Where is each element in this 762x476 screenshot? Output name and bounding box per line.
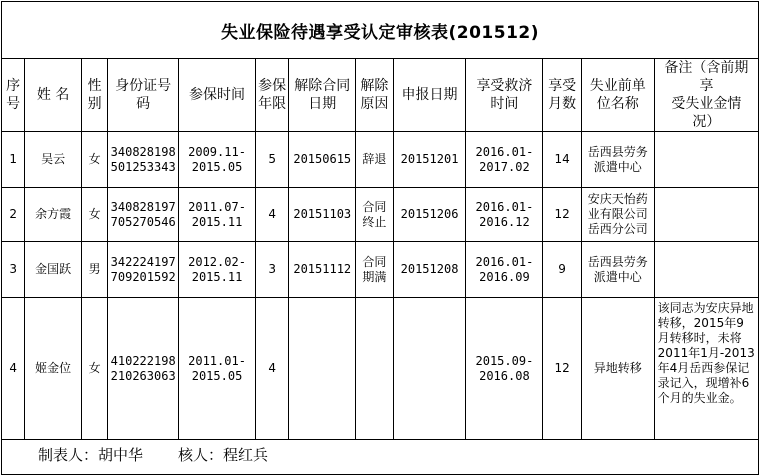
checked-by: 核人：程红兵 [178,446,269,464]
cell-benefit-period: 2016.01- 2016.12 [466,188,543,242]
cell-gender: 女 [81,132,107,188]
cell-remarks [654,132,758,188]
cell-seq: 3 [2,242,25,298]
cell-id: 342224197 709201592 [108,242,179,298]
table-row [2,188,759,242]
cell-prev-employer: 岳西县劳务 派遣中心 [581,132,654,188]
header-name: 姓 名 [25,59,82,132]
cell-prev-employer: 岳西县劳务 派遣中心 [581,242,654,298]
cell-name: 余方霞 [25,188,82,242]
header-contract-end: 解除合同 日期 [289,59,356,132]
prepared-by: 制表人：胡中华 [38,446,144,464]
cell-contract-end: 20150615 [289,132,356,188]
header-apply-date: 申报日期 [393,59,466,132]
cell-prev-employer: 异地转移 [581,298,654,440]
cell-benefit-period: 2016.01- 2016.09 [466,242,543,298]
header-id: 身份证号 码 [108,59,179,132]
cell-insured-period: 2011.01- 2015.05 [179,298,256,440]
cell-contract-end: 20151112 [289,242,356,298]
cell-name: 姬金位 [25,298,82,440]
cell-benefit-period: 2016.01- 2017.02 [466,132,543,188]
cell-prev-employer: 安庆天怡药 业有限公司 岳西分公司 [581,188,654,242]
cell-months: 9 [543,242,581,298]
table-row [2,298,759,440]
cell-id: 410222198 210263063 [108,298,179,440]
cell-id: 340828197 705270546 [108,188,179,242]
cell-benefit-period: 2015.09- 2016.08 [466,298,543,440]
cell-months: 14 [543,132,581,188]
cell-insured-period: 2011.07- 2015.11 [179,188,256,242]
header-insured-years: 参保 年限 [255,59,288,132]
cell-apply-date [393,298,466,440]
cell-gender: 男 [81,242,107,298]
header-reason: 解除 原因 [356,59,393,132]
signature-footer [1,435,759,475]
cell-insured-years: 4 [255,188,288,242]
review-table [1,58,759,440]
header-remarks: 备注（含前期 享 受失业金情 况） [654,59,758,132]
cell-name: 金国跃 [25,242,82,298]
cell-months: 12 [543,298,581,440]
cell-contract-end [289,298,356,440]
cell-seq: 4 [2,298,25,440]
cell-gender: 女 [81,188,107,242]
cell-reason: 合同 终止 [356,188,393,242]
table-row [2,132,759,188]
cell-remarks [654,242,758,298]
cell-gender: 女 [81,298,107,440]
cell-seq: 1 [2,132,25,188]
sheet-title: 失业保险待遇享受认定审核表(201512) [1,1,759,58]
cell-apply-date: 20151201 [393,132,466,188]
cell-reason [356,298,393,440]
cell-apply-date: 20151206 [393,188,466,242]
table-row [2,242,759,298]
header-gender: 性 别 [81,59,107,132]
cell-months: 12 [543,188,581,242]
cell-id: 340828198 501253343 [108,132,179,188]
cell-reason: 合同 期满 [356,242,393,298]
header-row [2,59,759,132]
cell-name: 吴云 [25,132,82,188]
cell-insured-period: 2009.11- 2015.05 [179,132,256,188]
cell-insured-period: 2012.02- 2015.11 [179,242,256,298]
cell-remarks [654,188,758,242]
header-insured-period: 参保时间 [179,59,256,132]
header-benefit-period: 享受救济 时间 [466,59,543,132]
cell-insured-years: 3 [255,242,288,298]
cell-remarks: 该同志为安庆异地转移，2015年9月转移时，未将2011年1月-2013年4月岳西参保记录记入，现增补6个月的失业金。 [654,298,758,440]
header-prev-employer: 失业前单 位名称 [581,59,654,132]
cell-insured-years: 4 [255,298,288,440]
cell-contract-end: 20151103 [289,188,356,242]
cell-reason: 辞退 [356,132,393,188]
cell-seq: 2 [2,188,25,242]
header-months: 享受 月数 [543,59,581,132]
cell-apply-date: 20151208 [393,242,466,298]
cell-insured-years: 5 [255,132,288,188]
header-seq: 序 号 [2,59,25,132]
